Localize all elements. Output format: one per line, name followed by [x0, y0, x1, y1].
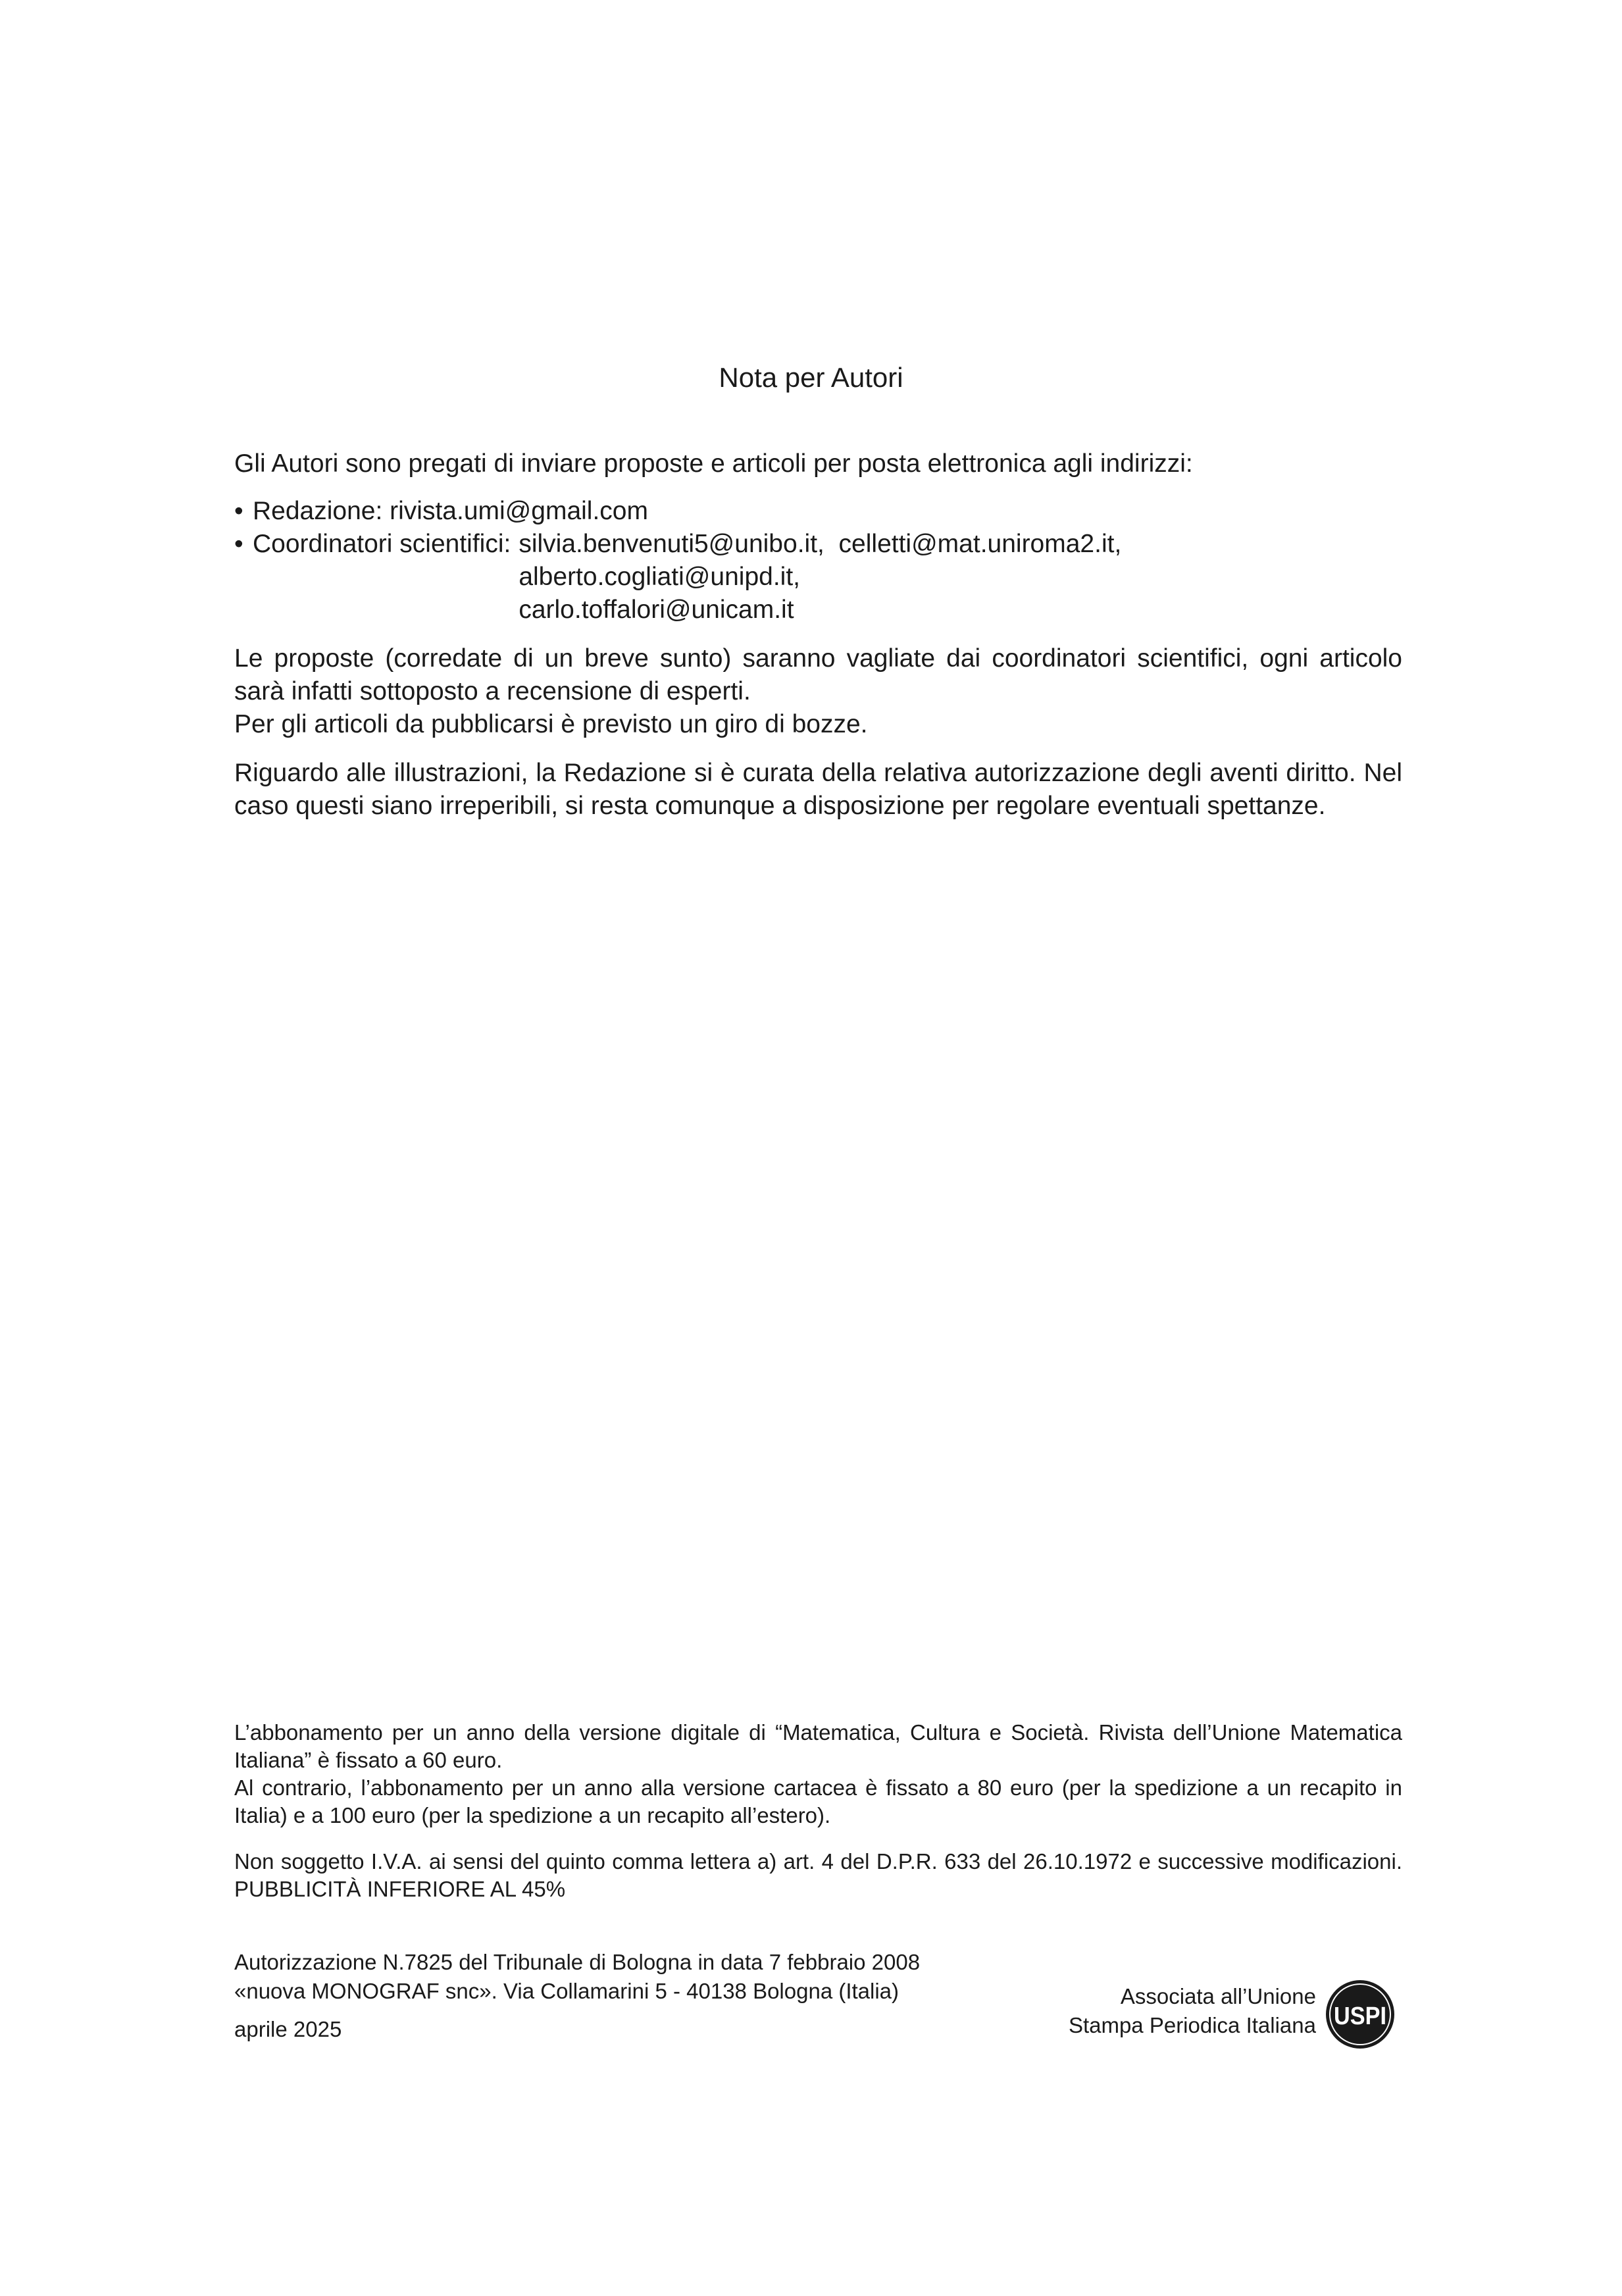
authorization-text: Autorizzazione N.7825 del Tribunale di Bologna in data 7 febbraio 2008 — [234, 1950, 921, 1974]
page-title: Nota per Autori — [719, 362, 903, 393]
review-paragraph: Le proposte (corredate di un breve sunto) saranno vagliate dai coordinatori scientifici, ogni articolo sarà infatti sottoposto a recensione di esperti. — [234, 644, 1402, 705]
colophon — [234, 1948, 920, 2044]
intro-text: Gli Autori sono pregati di inviare proposte e articoli per posta elettronica agli indirizzi: — [234, 449, 1193, 478]
list-item-redazione — [234, 495, 1402, 528]
coordinatori-label: Coordinatori scientifici: — [253, 530, 511, 558]
redazione-label: Redazione: — [253, 497, 383, 525]
subscription-info — [234, 1719, 1402, 1903]
tax-notice: Non soggetto I.V.A. ai sensi del quinto comma lettera a) art. 4 del D.P.R. 633 del 26.10.1972 e successive modificazioni. PUBBLICITÀ INFERIORE AL 45% — [234, 1849, 1402, 1901]
contact-list — [234, 495, 1402, 626]
uspi-logo-icon — [1324, 1978, 1396, 2051]
list-item-coordinatori — [234, 528, 1402, 626]
email-link-benvenuti[interactable]: silvia.benvenuti5@unibo.it, — [519, 530, 824, 558]
email-link-cogliati[interactable]: alberto.cogliati@unipd.it, — [519, 563, 800, 591]
email-link-celletti[interactable]: celletti@mat.uniroma2.it, — [838, 530, 1122, 558]
association-line-1: Associata all’Unione — [1120, 1984, 1316, 2008]
author-notes — [234, 447, 1402, 838]
association-text — [1069, 1982, 1316, 2040]
subscription-digital: L’abbonamento per un anno della versione digitale di “Matematica, Cultura e Società. Rivista dell’Unione Matematica Italiana” è fissato a 60 euro. — [234, 1720, 1402, 1772]
redazione-email-link[interactable]: rivista.umi@gmail.com — [390, 497, 648, 525]
printer-text: «nuova MONOGRAF snc». Via Collamarini 5 - 40138 Bologna (Italia) — [234, 1979, 900, 2003]
bullet-icon: • — [234, 530, 243, 558]
bullet-icon: • — [234, 497, 243, 525]
proofs-paragraph: Per gli articoli da pubblicarsi è previsto un giro di bozze. — [234, 710, 868, 738]
coordinatori-emails — [519, 528, 1402, 626]
uspi-logo-text: USPI — [1334, 2003, 1386, 2030]
association-line-2: Stampa Periodica Italiana — [1068, 2013, 1316, 2037]
issue-date: aprile 2025 — [234, 2017, 342, 2041]
subscription-paper: Al contrario, l’abbonamento per un anno alla versione cartacea è fissato a 80 euro (per la spedizione a un recapito in Italia) e a 100 euro (per la spedizione a un recapito all’estero). — [234, 1775, 1402, 1827]
illustrations-paragraph: Riguardo alle illustrazioni, la Redazione si è curata della relativa autorizzazione degli aventi diritto. Nel caso questi siano irreperibili, si resta comunque a disposizione per regolare eventuali spettanze. — [234, 759, 1402, 820]
email-link-toffalori[interactable]: carlo.toffalori@unicam.it — [519, 596, 794, 624]
